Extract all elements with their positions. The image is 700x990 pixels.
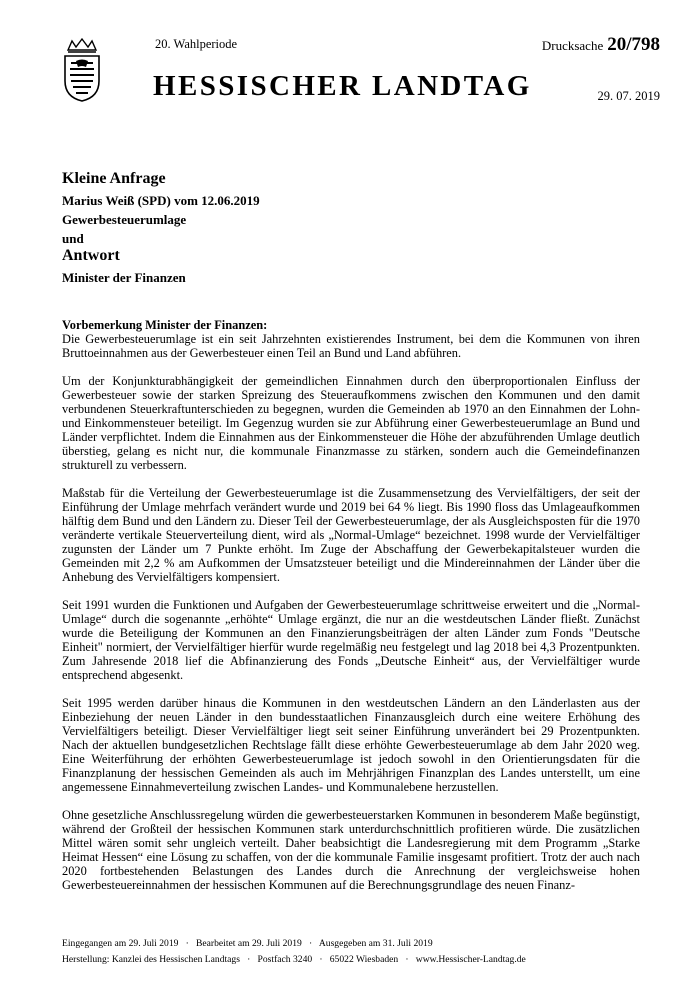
paragraph-3: Maßstab für die Verteilung der Gewerbesteuerumlage ist die Zusammensetzung des Vervielfältigers, der seit der Einführung der Umlage mehrfach verändert wurde und 2019 bei 64 % liegt. Bis 1990 floss das Umlageaufkommen hälftig dem Bund und den Ländern zu. Dieser Teil der Gewerbesteuerumlage, der als Ausgleichsposten für die 1970 veränderte vertikale Steuerverteilung dient, wird als „Normal-Umlage“ bezeichnet. 1998 wurde der Vervielfältiger zugunsten der Länder um 7 Punkte erhöht. Im Zuge der Abschaffung der Gewerbekapitalsteuer wurden die Gemeinden mit 2,2 % am Aufkommen der Umsatzsteuer beteiligt und die Mindereinnahmen der Länder über die Anhebung des Vervielfältigers kompensiert. bbox=[62, 486, 640, 584]
coat-of-arms-icon bbox=[62, 37, 102, 103]
answering-ministry: Minister der Finanzen bbox=[62, 270, 186, 285]
drucksache-label: Drucksache bbox=[541, 38, 604, 53]
paragraph-preface bbox=[62, 318, 640, 360]
document-body bbox=[62, 318, 640, 906]
footer-publisher: Herstellung: Kanzlei des Hessischen Landtags · Postfach 3240 · 65022 Wiesbaden · www.Hessischer-Landtag.de bbox=[62, 954, 526, 965]
paragraph-text-1: Die Gewerbesteuerumlage ist ein seit Jahrzehnten existierendes Instrument, bei dem die Kommunen von ihren Bruttoeinnahmen aus der Gewerbesteuer einen Teil an Bund und Land abführen. bbox=[62, 332, 640, 360]
paragraph-4: Seit 1991 wurden die Funktionen und Aufgaben der Gewerbesteuerumlage schrittweise erweitert und die „Normal-Umlage“ durch die sogenannte „erhöhte“ Umlage ergänzt, die nur an die westdeutschen Länder fließt. Zunächst wurde die Beteiligung der Kommunen an den Finanzierungsbeiträgen der alten Länder zum Fonds "Deutsche Einheit" normiert, der Vervielfältiger hierfür wurde regelmäßig neu festgelegt und lag 2018 bei 4,3 Prozentpunkten. Zum Jahresende 2018 lief die Abfinanzierung des Fonds „Deutsche Einheit“ aus, der Vervielfältiger wurde entsprechend abgesenkt. bbox=[62, 598, 640, 682]
conjunction-und: und bbox=[62, 231, 84, 246]
wahlperiode: 20. Wahlperiode bbox=[155, 37, 238, 51]
paragraph-5: Seit 1995 werden darüber hinaus die Kommunen in den westdeutschen Ländern an den Länderlasten aus der Einbeziehung der neuen Länder in den bundesstaatlichen Finanzausgleich durch eine weitere Erhöhung des Vervielfältigers beteiligt. Dieser Vervielfältiger liegt seit seiner Einführung unverändert bei 29 Prozentpunkten. Nach der aktuellen bundgesetzlichen Rechtslage fällt diese erhöhte Gewerbesteuerumlage ab dem Jahr 2020 weg. Eine Weiterführung der erhöhten Gewerbesteuerumlage ist jedoch sowohl in den Orientierungsdaten für die Finanzplanung der hessischen Gemeinden als auch im Mehrjährigen Finanzplan des Landes unterstellt, um eine angemessene Einnahmeverteilung zwischen Landes- und Kommunalebene herzustellen. bbox=[62, 696, 640, 794]
preface-title: Vorbemerkung Minister der Finanzen: bbox=[62, 318, 268, 332]
answer-heading: Antwort bbox=[62, 247, 120, 264]
inquiry-type: Kleine Anfrage bbox=[62, 170, 166, 187]
paragraph-2: Um der Konjunkturabhängigkeit der gemeindlichen Einnahmen durch den überproportionalen Einfluss der Gewerbesteuer sowie der starken Spreizung des Steueraufkommens zwischen den Kommunen und den damit verbundenen Steuerkraftunterschieden zu begegnen, wurden die Gemeinden ab 1970 an den Einnahmen der Lohn- und Einkommensteuer beteiligt. Im Gegenzug wurden sie zur Abführung einer Gewerbesteuerumlage an Bund und Länder verpflichtet. Indem die Einnahmen aus der Einkommensteuer die Höhe der abzuführenden Umlage deutlich überstieg, gelang es nicht nur, die kommunale Finanzmasse zu stärken, sondern auch die Gemeindefinanzen strukturell zu verbessern. bbox=[62, 374, 640, 472]
document-date: 29. 07. 2019 bbox=[597, 89, 660, 103]
footer-dates: Eingegangen am 29. Juli 2019 · Bearbeitet am 29. Juli 2019 · Ausgegeben am 31. Juli 2019 bbox=[62, 938, 433, 949]
drucksache-number: 20/798 bbox=[607, 34, 660, 55]
parliament-title: HESSISCHER LANDTAG bbox=[153, 70, 532, 102]
inquiry-topic: Gewerbesteuerumlage bbox=[62, 212, 187, 227]
drucksache bbox=[542, 34, 660, 56]
paragraph-6: Ohne gesetzliche Anschlussregelung würden die gewerbesteuerstarken Kommunen in besonderem Maße begünstigt, während der Großteil der hessischen Kommunen stark unterdurchschnittlich profitieren würde. Die zusätzlichen Mittel wären somit sehr ungleich verteilt. Daher beabsichtigt die Landesregierung mit dem Programm „Starke Heimat Hessen“ eine Lösung zu schaffen, von der die kommunale Familie insgesamt profitiert. Trotz der auch nach 2020 fortbestehenden Belastungen des Landes durch die Anrechnung der vergleichsweise hohen Gewerbesteuereinnahmen der hessischen Kommunen auf die Berechnungsgrundlage des neuen Finanz- bbox=[62, 808, 640, 892]
inquiry-author: Marius Weiß (SPD) vom 12.06.2019 bbox=[62, 193, 260, 208]
